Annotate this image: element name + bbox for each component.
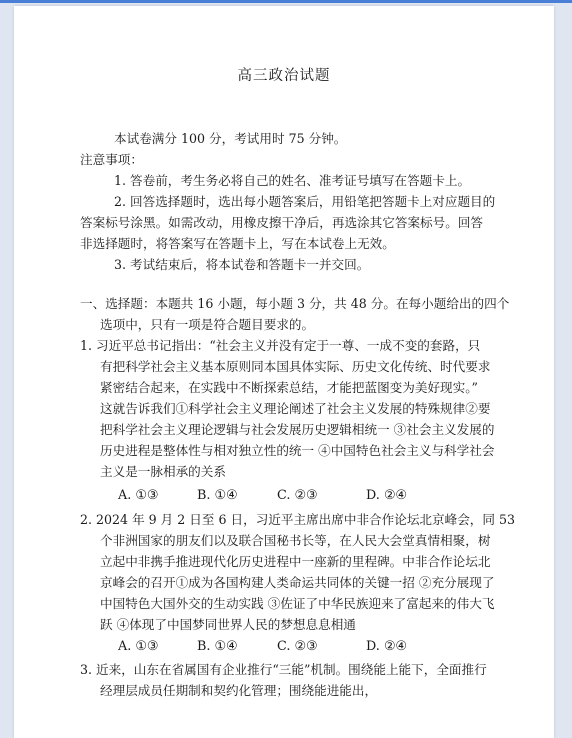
question-2-line: 京峰会的召开①成为各国构建人类命运共同体的关键一招 ②充分展现了 [100,575,495,590]
q2-option-a: A. ①③ [118,639,159,654]
notice-line: 3. 考试结束后，将本试卷和答题卡一并交回。 [114,257,370,272]
notice-header: 注意事项： [80,152,143,167]
question-2-line: 立起中非携手推进现代化历史进程中一座新的里程碑。中非合作论坛北 [100,554,491,569]
question-1-line: 1. 习近平总书记指出：“社会主义并没有定于一尊、一成不变的套路，只 [80,338,481,353]
question-1-line: 把科学社会主义理论逻辑与社会发展历史逻辑相统一 ③社会主义发展的 [100,422,495,437]
question-2-line: 跃 ④体现了中国梦同世界人民的梦想息息相通 [100,617,356,632]
q1-option-c: C. ②③ [277,488,318,503]
notice-line: 2. 回答选择题时，选出每小题答案后，用铅笔把答题卡上对应题目的 [114,194,496,209]
q2-option-c: C. ②③ [277,639,318,654]
top-accent-bar [0,0,572,3]
question-3-line: 3. 近来，山东在省属国有企业推行“三能”机制。围绕能上能下，全面推行 [80,662,487,677]
question-2-line: 2. 2024 年 9 月 2 日至 6 日，习近平主席出席中非合作论坛北京峰会，同 53 [80,512,516,527]
question-2-line: 中国特色大国外交的生动实践 ③佐证了中华民族迎来了富起来的伟大飞 [100,596,495,611]
notice-line: 1. 答卷前，考生务必将自己的姓名、准考证号填写在答题卡上。 [114,173,471,188]
question-1-line: 紧密结合起来，在实践中不断探索总结，才能把蓝图变为美好现实。” [100,380,478,395]
question-2-line: 个非洲国家的朋友们以及联合国秘书长等，在人民大会堂真情相聚，树 [100,533,491,548]
document-page [14,6,554,738]
q2-option-b: B. ①④ [197,639,238,654]
q1-option-d: D. ②④ [366,488,407,503]
q1-option-b: B. ①④ [197,488,238,503]
section-heading: 一、选择题：本题共 16 小题，每小题 3 分，共 48 分。在每小题给出的四个 [80,296,510,311]
question-1-line: 历史进程是整体性与相对独立性的统一 ④中国特色社会主义与科学社会 [100,443,495,458]
q2-option-d: D. ②④ [366,639,407,654]
question-1-line: 有把科学社会主义基本原则同本国具体实际、历史文化传统、时代要求 [100,359,491,374]
question-1-line: 这就告诉我们①科学社会主义理论阐述了社会主义发展的特殊规律②要 [100,401,491,416]
section-heading-cont: 选项中，只有一项是符合题目要求的。 [100,317,315,332]
intro-text: 本试卷满分 100 分，考试用时 75 分钟。 [114,131,347,146]
exam-title: 高三政治试题 [237,68,331,84]
notice-line: 非选择题时，将答案写在答题卡上，写在本试卷上无效。 [80,236,395,251]
question-3-line: 经理层成员任期制和契约化管理；围绕能进能出， [100,683,378,698]
question-1-line: 主义是一脉相承的关系 [100,464,226,479]
notice-line: 答案标号涂黑。如需改动，用橡皮擦干净后，再选涂其它答案标号。回答 [80,215,483,230]
q1-option-a: A. ①③ [118,488,159,503]
